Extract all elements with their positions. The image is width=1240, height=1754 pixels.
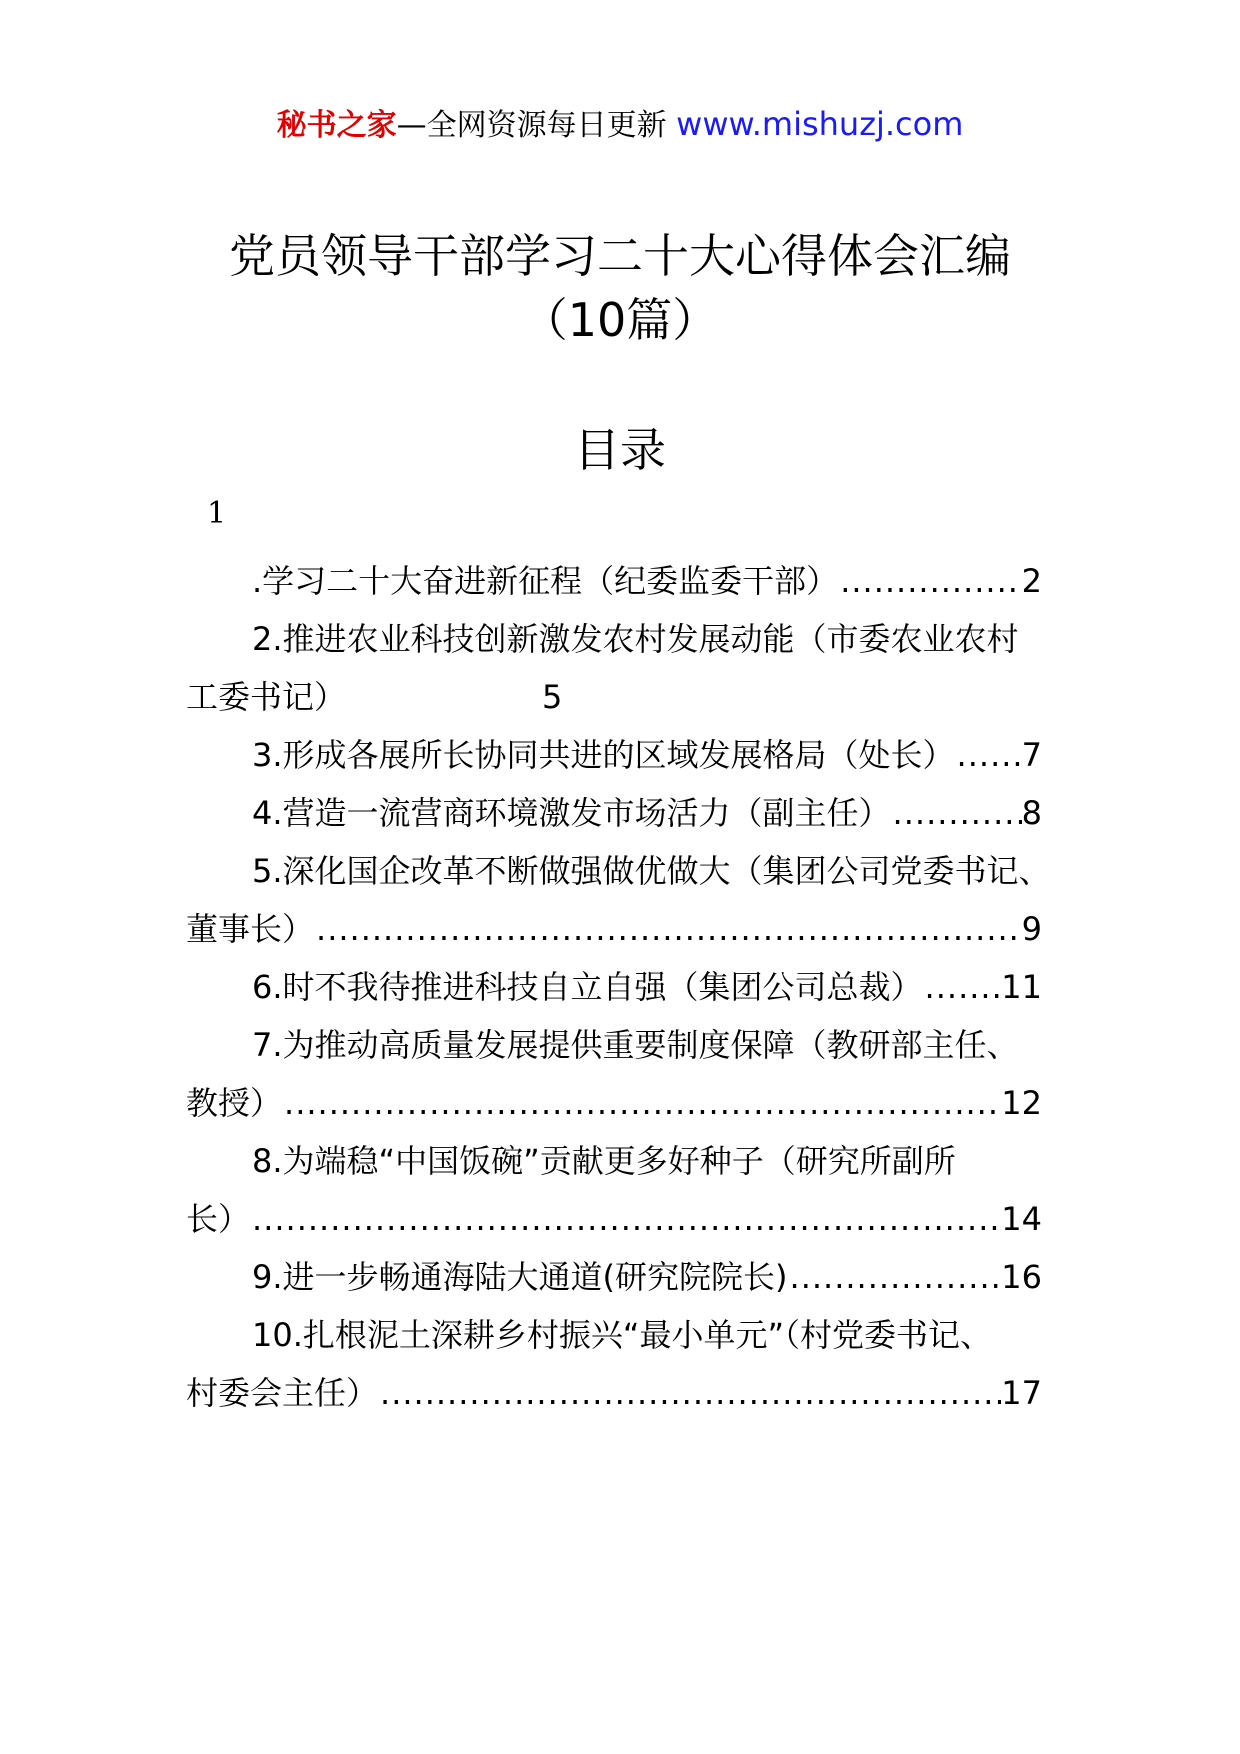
toc-entry-title-cont: 工委书记） (186, 678, 347, 716)
toc-entry-title: 9.进一步畅通海陆大通道(研究院院长) (252, 1258, 788, 1296)
toc-entry-title-cont: 教授） (186, 1084, 283, 1122)
toc-page-number: 17 (1001, 1374, 1042, 1412)
toc-page-number: 9 (1021, 910, 1042, 948)
toc-page-number: 12 (1001, 1084, 1042, 1122)
toc-entry-8[interactable] (252, 1138, 956, 1184)
toc-leader-dots (250, 1196, 1001, 1242)
page-marker: 1 (207, 496, 227, 531)
toc-page-number: 11 (1001, 968, 1042, 1006)
site-name: 秘书之家 (276, 108, 397, 143)
toc-leader-dots (788, 1254, 1002, 1300)
toc-entry-8-continued[interactable] (186, 1196, 1042, 1242)
site-tagline: —全网资源每日更新 (396, 108, 667, 143)
toc-entry-title: 5.深化国企改革不断做强做优做大（集团公司党委书记、 (252, 852, 1051, 890)
toc-page-number: 7 (1021, 736, 1042, 774)
toc-entry-3[interactable] (252, 732, 1042, 778)
site-url-link[interactable]: www.mishuzj.com (676, 105, 964, 143)
document-subtitle: （10篇） (521, 293, 719, 347)
toc-entry-title: 7.为推动高质量发展提供重要制度保障（教研部主任、 (252, 1026, 1019, 1064)
toc-leader-dots (923, 964, 1002, 1010)
toc-entry-6[interactable] (252, 964, 1042, 1010)
toc-page-number: 8 (1021, 794, 1042, 832)
toc-entry-title: 10.扎根泥土深耕乡村振兴“最小单元”（村党委书记、 (252, 1316, 993, 1354)
toc-leader-dots (838, 558, 1021, 604)
toc-entry-title-cont: 村委会主任） (186, 1374, 379, 1412)
toc-entry-5-continued[interactable] (186, 906, 1042, 952)
toc-entry-7-continued[interactable] (186, 1080, 1042, 1126)
toc-leader-dots (314, 906, 1022, 952)
document-title: 党员领导干部学习二十大心得体会汇编 (229, 229, 1011, 283)
toc-entry-title: .学习二十大奋进新征程（纪委监委干部） (252, 562, 839, 600)
toc-entry-10-continued[interactable] (186, 1370, 1042, 1416)
toc-entry-title: 3.形成各展所长协同共进的区域发展格局（处长） (252, 736, 955, 774)
toc-entry-4[interactable] (252, 790, 1042, 836)
site-header (0, 100, 1240, 150)
toc-leader-dots (955, 732, 1022, 778)
toc-entry-10[interactable] (252, 1312, 992, 1358)
toc-entry-5[interactable] (252, 848, 1051, 894)
toc-page-number: 16 (1001, 1258, 1042, 1296)
toc-entry-title: 2.推进农业科技创新激发农村发展动能（市委农业农村 (252, 620, 1019, 658)
toc-page-number: 2 (1021, 562, 1042, 600)
toc-entry-title: 4.营造一流营商环境激发市场活力（副主任） (252, 794, 891, 832)
toc-entry-title: 6.时不我待推进科技自立自强（集团公司总裁） (252, 968, 923, 1006)
toc-heading: 目录 (574, 423, 666, 477)
toc-entry-2[interactable] (252, 616, 1019, 662)
toc-entry-2-continued[interactable] (186, 674, 566, 720)
toc-entry-title: 8.为端稳“中国饭碗”贡献更多好种子（研究所副所 (252, 1142, 956, 1180)
toc-leader-dots (891, 790, 1022, 836)
toc-page-number: 5 (542, 678, 563, 716)
toc-entry-title-cont: 董事长） (186, 910, 315, 948)
toc-entry-7[interactable] (252, 1022, 1019, 1068)
toc-entry-title-cont: 长） (186, 1200, 251, 1238)
toc-entry-9[interactable] (252, 1254, 1042, 1300)
toc-page-number: 14 (1001, 1200, 1042, 1238)
toc-leader-dots (378, 1370, 1001, 1416)
toc-leader-dots (282, 1080, 1001, 1126)
toc-entry-1[interactable] (252, 558, 1042, 604)
